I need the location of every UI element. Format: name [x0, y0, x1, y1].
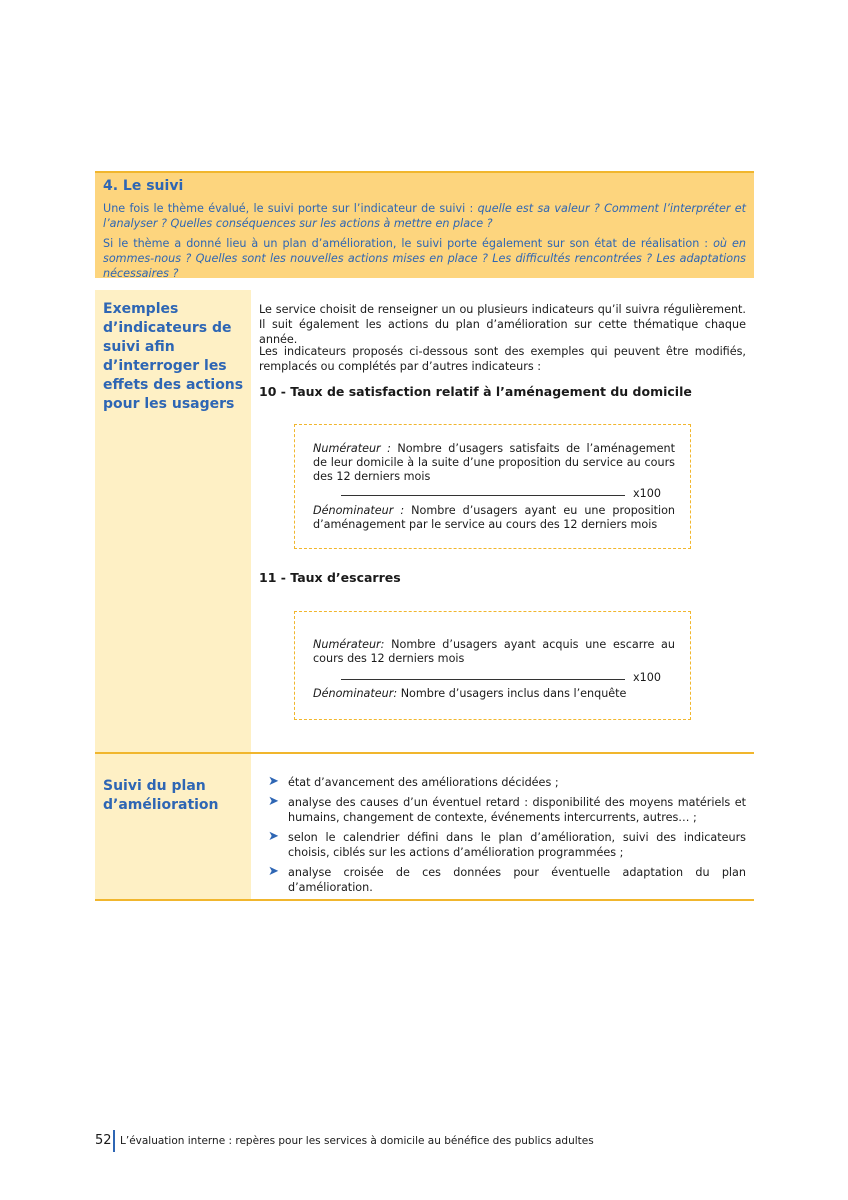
section-title: 4. Le suivi	[103, 178, 184, 194]
header-p2-plain: Si le thème a donné lieu à un plan d’amélioration, le suivi porte également sur son état de réalisation :	[103, 237, 714, 250]
arrow-bullet-icon: ➤	[268, 774, 279, 789]
header-p2-italic: où en sommes-nous ? Quelles sont les nouvelles actions mises en place ? Les difficultés rencontrées ? Les adaptations nécessaires ?	[103, 237, 746, 280]
denominator-label: Dénominateur :	[313, 504, 405, 517]
multiplier: x100	[633, 487, 661, 500]
fraction-rule	[341, 495, 625, 496]
denominator-text: Nombre d’usagers ayant eu une proposition d’aménagement par le service au cours des 12 derniers mois	[313, 504, 676, 531]
numerator-label: Numérateur :	[313, 442, 391, 455]
plan-left-title: Suivi du plan d’amélioration	[103, 778, 219, 813]
list-item: ➤ selon le calendrier défini dans le plan d’amélioration, suivi des indicateurs choisis, ciblés sur les actions d’amélioration programmées ;	[268, 829, 746, 859]
indicator-10-title: 10 - Taux de satisfaction relatif à l’aménagement du domicile	[259, 384, 692, 399]
multiplier: x100	[633, 671, 661, 684]
indicator-11-title: 11 - Taux d’escarres	[259, 570, 401, 585]
indicator-10-denominator	[313, 504, 675, 532]
indicator-11-numerator	[313, 638, 675, 666]
header-p1-italic: quelle est sa valeur ? Comment l’interpréter et l’analyser ? Quelles conséquences sur les actions à mettre en place ?	[103, 202, 746, 230]
section-header	[95, 171, 754, 278]
numerator-text: Nombre d’usagers ayant acquis une escarre au cours des 12 derniers mois	[313, 638, 675, 665]
header-paragraph-2	[103, 236, 746, 281]
intro-paragraph-2: Les indicateurs proposés ci-dessous sont des exemples qui peuvent être modifiés, remplacés ou complétés par d’autres indicateurs :	[259, 345, 746, 373]
page-number: 52	[95, 1133, 112, 1148]
list-item: ➤ analyse croisée de ces données pour éventuelle adaptation du plan d’amélioration.	[268, 864, 746, 894]
section-bottom-rule	[95, 899, 754, 901]
denominator-text: Nombre d’usagers inclus dans l’enquête	[400, 687, 627, 700]
intro-paragraph-1: Le service choisit de renseigner un ou plusieurs indicateurs qu’il suivra régulièrement. Il suit également les actions du plan d’amélioration sur cette thématique chaque année.	[259, 303, 746, 346]
indicator-10-numerator	[313, 442, 675, 484]
numerator-text: Nombre d’usagers satisfaits de l’aménagement de leur domicile à la suite d’une proposition du service au cours des 12 derniers mois	[313, 442, 675, 483]
numerator-label: Numérateur:	[313, 638, 385, 651]
left-column-plan	[95, 754, 251, 900]
arrow-bullet-icon: ➤	[268, 794, 279, 809]
fraction-rule	[341, 679, 625, 680]
indicator-11-denominator	[313, 687, 675, 701]
left-column-indicators	[95, 290, 251, 752]
header-p1-plain: Une fois le thème évalué, le suivi porte sur l’indicateur de suivi :	[103, 202, 478, 215]
indicator-11-formula-box	[294, 611, 691, 720]
denominator-label: Dénominateur:	[313, 687, 398, 700]
indicator-10-formula-box	[294, 424, 691, 549]
footer-divider	[113, 1130, 115, 1152]
list-item: ➤ état d’avancement des améliorations décidées ;	[268, 774, 559, 789]
arrow-bullet-icon: ➤	[268, 829, 279, 844]
footer-text: L’évaluation interne : repères pour les services à domicile au bénéfice des publics adultes	[120, 1135, 594, 1147]
indicators-left-title: Exemples d’indicateurs de suivi afin d’interroger les effets des actions pour les usagers	[103, 301, 244, 412]
arrow-bullet-icon: ➤	[268, 864, 279, 879]
header-paragraph-1	[103, 201, 746, 231]
list-item: ➤ analyse des causes d’un éventuel retard : disponibilité des moyens matériels et humains, changement de contexte, événements intercurrents, autres… ;	[268, 794, 746, 824]
